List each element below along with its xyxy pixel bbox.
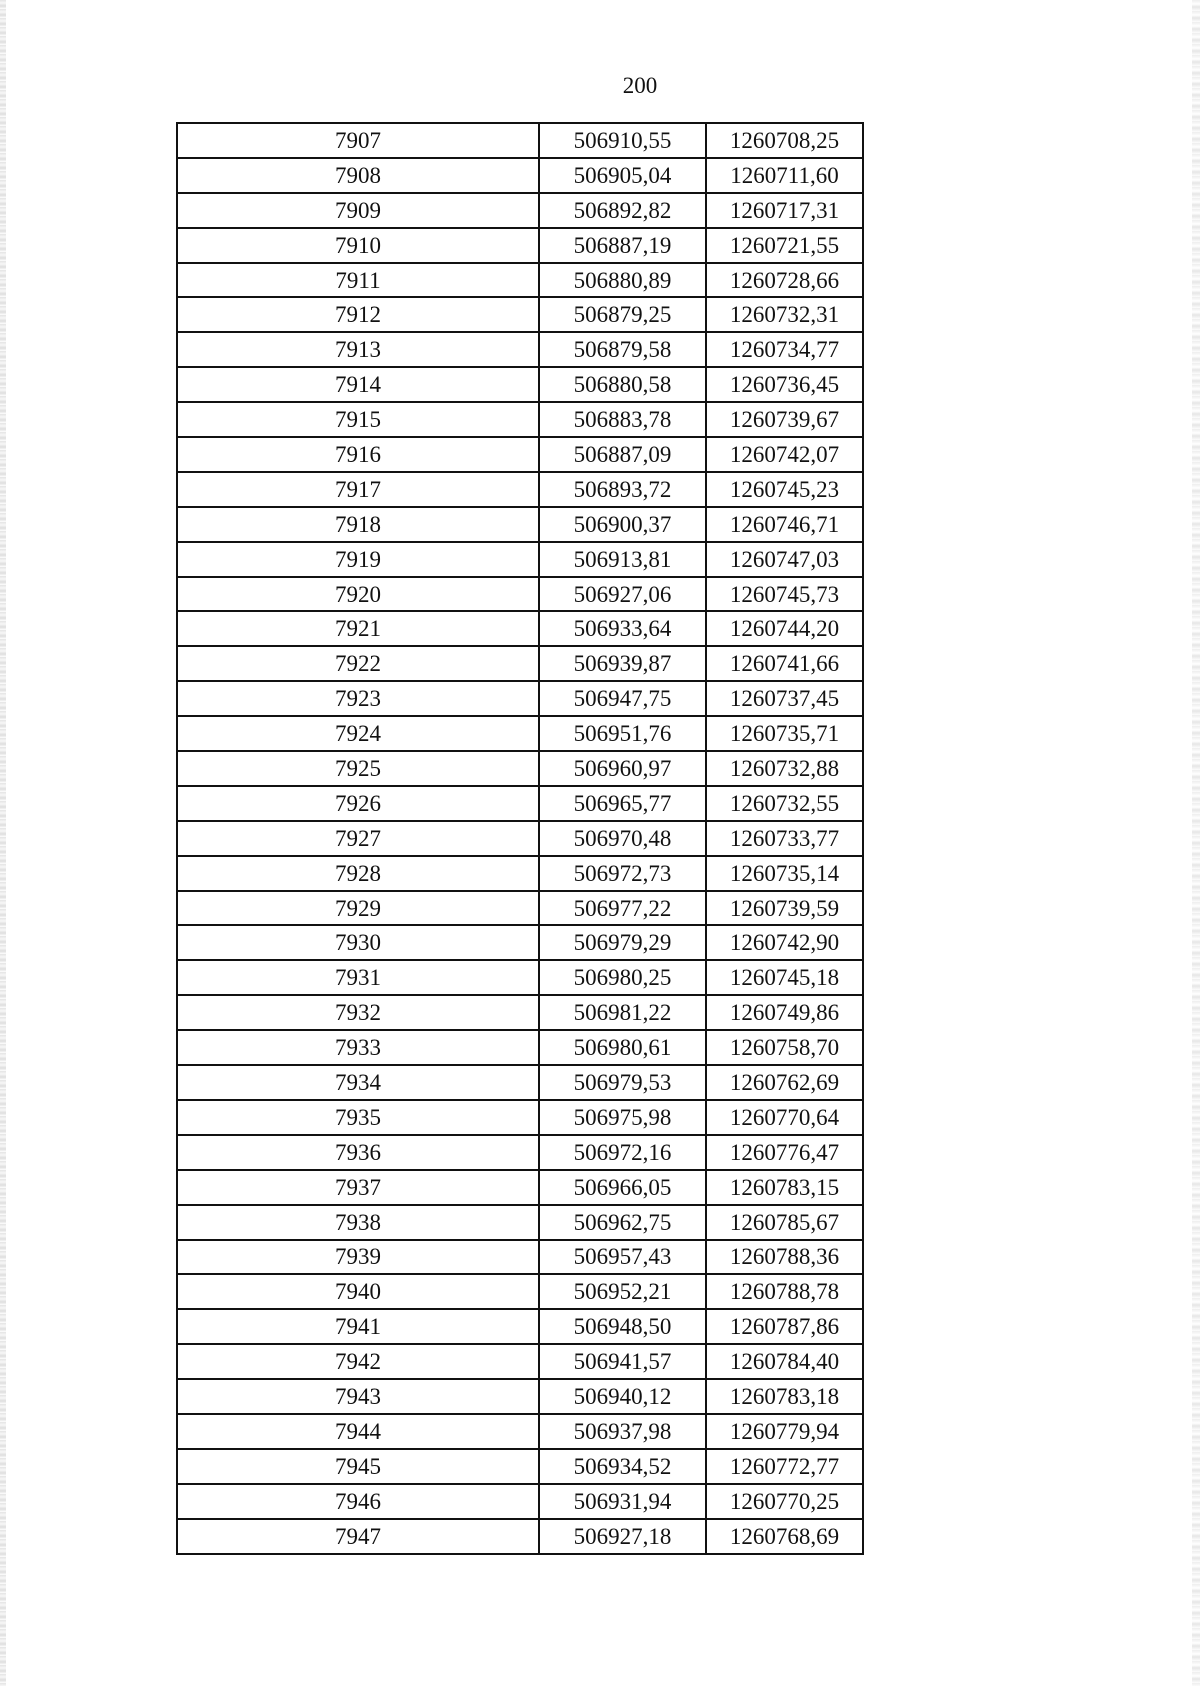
y-coordinate-cell: 1260747,03: [706, 542, 863, 577]
table-row: [177, 437, 863, 472]
table-row: [177, 1100, 863, 1135]
point-number-cell: 7940: [177, 1274, 539, 1309]
x-coordinate-cell: 506966,05: [539, 1170, 706, 1205]
point-number-cell: 7931: [177, 960, 539, 995]
point-number-cell: 7926: [177, 786, 539, 821]
table-row: [177, 228, 863, 263]
y-coordinate-cell: 1260745,23: [706, 472, 863, 507]
x-coordinate-cell: 506933,64: [539, 611, 706, 646]
point-number-cell: 7916: [177, 437, 539, 472]
x-coordinate-cell: 506951,76: [539, 716, 706, 751]
y-coordinate-cell: 1260770,64: [706, 1100, 863, 1135]
x-coordinate-cell: 506977,22: [539, 891, 706, 926]
table-row: [177, 646, 863, 681]
point-number-cell: 7939: [177, 1240, 539, 1275]
y-coordinate-cell: 1260721,55: [706, 228, 863, 263]
point-number-cell: 7919: [177, 542, 539, 577]
point-number-cell: 7917: [177, 472, 539, 507]
point-number-cell: 7909: [177, 193, 539, 228]
x-coordinate-cell: 506880,58: [539, 367, 706, 402]
x-coordinate-cell: 506931,94: [539, 1484, 706, 1519]
y-coordinate-cell: 1260736,45: [706, 367, 863, 402]
x-coordinate-cell: 506957,43: [539, 1240, 706, 1275]
point-number-cell: 7923: [177, 681, 539, 716]
y-coordinate-cell: 1260772,77: [706, 1449, 863, 1484]
x-coordinate-cell: 506948,50: [539, 1309, 706, 1344]
point-number-cell: 7936: [177, 1135, 539, 1170]
point-number-cell: 7947: [177, 1519, 539, 1554]
table-row: [177, 751, 863, 786]
x-coordinate-cell: 506883,78: [539, 402, 706, 437]
coordinates-table-body: [177, 123, 863, 1554]
table-row: [177, 1519, 863, 1554]
point-number-cell: 7946: [177, 1484, 539, 1519]
y-coordinate-cell: 1260742,07: [706, 437, 863, 472]
x-coordinate-cell: 506905,04: [539, 158, 706, 193]
table-row: [177, 472, 863, 507]
table-row: [177, 1484, 863, 1519]
y-coordinate-cell: 1260732,55: [706, 786, 863, 821]
table-row: [177, 1240, 863, 1275]
x-coordinate-cell: 506927,06: [539, 577, 706, 612]
y-coordinate-cell: 1260708,25: [706, 123, 863, 158]
y-coordinate-cell: 1260784,40: [706, 1344, 863, 1379]
x-coordinate-cell: 506880,89: [539, 263, 706, 298]
x-coordinate-cell: 506980,61: [539, 1030, 706, 1065]
point-number-cell: 7928: [177, 856, 539, 891]
point-number-cell: 7913: [177, 332, 539, 367]
y-coordinate-cell: 1260762,69: [706, 1065, 863, 1100]
y-coordinate-cell: 1260717,31: [706, 193, 863, 228]
x-coordinate-cell: 506979,29: [539, 925, 706, 960]
table-row: [177, 507, 863, 542]
table-row: [177, 891, 863, 926]
y-coordinate-cell: 1260745,73: [706, 577, 863, 612]
scan-edge-right: [1192, 0, 1200, 1686]
table-row: [177, 1309, 863, 1344]
table-row: [177, 193, 863, 228]
point-number-cell: 7934: [177, 1065, 539, 1100]
point-number-cell: 7920: [177, 577, 539, 612]
y-coordinate-cell: 1260734,77: [706, 332, 863, 367]
table-row: [177, 1449, 863, 1484]
x-coordinate-cell: 506952,21: [539, 1274, 706, 1309]
x-coordinate-cell: 506941,57: [539, 1344, 706, 1379]
x-coordinate-cell: 506940,12: [539, 1379, 706, 1414]
x-coordinate-cell: 506965,77: [539, 786, 706, 821]
table-row: [177, 1030, 863, 1065]
point-number-cell: 7922: [177, 646, 539, 681]
x-coordinate-cell: 506970,48: [539, 821, 706, 856]
table-row: [177, 542, 863, 577]
point-number-cell: 7915: [177, 402, 539, 437]
point-number-cell: 7944: [177, 1414, 539, 1449]
y-coordinate-cell: 1260746,71: [706, 507, 863, 542]
y-coordinate-cell: 1260768,69: [706, 1519, 863, 1554]
y-coordinate-cell: 1260770,25: [706, 1484, 863, 1519]
x-coordinate-cell: 506972,16: [539, 1135, 706, 1170]
point-number-cell: 7907: [177, 123, 539, 158]
y-coordinate-cell: 1260788,36: [706, 1240, 863, 1275]
table-row: [177, 925, 863, 960]
table-row: [177, 716, 863, 751]
table-row: [177, 1414, 863, 1449]
table-row: [177, 1170, 863, 1205]
table-row: [177, 821, 863, 856]
point-number-cell: 7924: [177, 716, 539, 751]
table-row: [177, 1205, 863, 1240]
table-row: [177, 1274, 863, 1309]
y-coordinate-cell: 1260737,45: [706, 681, 863, 716]
coordinates-table: [176, 122, 864, 1555]
x-coordinate-cell: 506879,58: [539, 332, 706, 367]
x-coordinate-cell: 506980,25: [539, 960, 706, 995]
y-coordinate-cell: 1260785,67: [706, 1205, 863, 1240]
y-coordinate-cell: 1260728,66: [706, 263, 863, 298]
x-coordinate-cell: 506910,55: [539, 123, 706, 158]
table-row: [177, 1135, 863, 1170]
table-row: [177, 367, 863, 402]
x-coordinate-cell: 506887,09: [539, 437, 706, 472]
point-number-cell: 7925: [177, 751, 539, 786]
point-number-cell: 7945: [177, 1449, 539, 1484]
y-coordinate-cell: 1260711,60: [706, 158, 863, 193]
table-row: [177, 332, 863, 367]
x-coordinate-cell: 506937,98: [539, 1414, 706, 1449]
point-number-cell: 7932: [177, 995, 539, 1030]
y-coordinate-cell: 1260732,31: [706, 297, 863, 332]
table-row: [177, 263, 863, 298]
point-number-cell: 7943: [177, 1379, 539, 1414]
point-number-cell: 7933: [177, 1030, 539, 1065]
x-coordinate-cell: 506913,81: [539, 542, 706, 577]
point-number-cell: 7942: [177, 1344, 539, 1379]
point-number-cell: 7912: [177, 297, 539, 332]
table-row: [177, 1065, 863, 1100]
y-coordinate-cell: 1260783,15: [706, 1170, 863, 1205]
x-coordinate-cell: 506893,72: [539, 472, 706, 507]
point-number-cell: 7921: [177, 611, 539, 646]
y-coordinate-cell: 1260739,59: [706, 891, 863, 926]
table-row: [177, 1379, 863, 1414]
point-number-cell: 7929: [177, 891, 539, 926]
y-coordinate-cell: 1260745,18: [706, 960, 863, 995]
y-coordinate-cell: 1260787,86: [706, 1309, 863, 1344]
point-number-cell: 7935: [177, 1100, 539, 1135]
table-row: [177, 960, 863, 995]
page-number: 200: [622, 73, 658, 98]
table-row: [177, 681, 863, 716]
point-number-cell: 7910: [177, 228, 539, 263]
y-coordinate-cell: 1260744,20: [706, 611, 863, 646]
y-coordinate-cell: 1260749,86: [706, 995, 863, 1030]
y-coordinate-cell: 1260783,18: [706, 1379, 863, 1414]
table-row: [177, 786, 863, 821]
point-number-cell: 7927: [177, 821, 539, 856]
point-number-cell: 7937: [177, 1170, 539, 1205]
x-coordinate-cell: 506975,98: [539, 1100, 706, 1135]
x-coordinate-cell: 506887,19: [539, 228, 706, 263]
point-number-cell: 7914: [177, 367, 539, 402]
table-row: [177, 297, 863, 332]
table-row: [177, 611, 863, 646]
point-number-cell: 7941: [177, 1309, 539, 1344]
table-row: [177, 856, 863, 891]
y-coordinate-cell: 1260735,14: [706, 856, 863, 891]
x-coordinate-cell: 506900,37: [539, 507, 706, 542]
point-number-cell: 7930: [177, 925, 539, 960]
y-coordinate-cell: 1260788,78: [706, 1274, 863, 1309]
table-row: [177, 995, 863, 1030]
point-number-cell: 7938: [177, 1205, 539, 1240]
y-coordinate-cell: 1260735,71: [706, 716, 863, 751]
x-coordinate-cell: 506979,53: [539, 1065, 706, 1100]
x-coordinate-cell: 506934,52: [539, 1449, 706, 1484]
x-coordinate-cell: 506927,18: [539, 1519, 706, 1554]
y-coordinate-cell: 1260742,90: [706, 925, 863, 960]
point-number-cell: 7908: [177, 158, 539, 193]
y-coordinate-cell: 1260779,94: [706, 1414, 863, 1449]
table-row: [177, 1344, 863, 1379]
y-coordinate-cell: 1260732,88: [706, 751, 863, 786]
y-coordinate-cell: 1260733,77: [706, 821, 863, 856]
table-row: [177, 402, 863, 437]
y-coordinate-cell: 1260741,66: [706, 646, 863, 681]
table-row: [177, 123, 863, 158]
x-coordinate-cell: 506962,75: [539, 1205, 706, 1240]
y-coordinate-cell: 1260758,70: [706, 1030, 863, 1065]
x-coordinate-cell: 506947,75: [539, 681, 706, 716]
x-coordinate-cell: 506972,73: [539, 856, 706, 891]
x-coordinate-cell: 506892,82: [539, 193, 706, 228]
point-number-cell: 7911: [177, 263, 539, 298]
x-coordinate-cell: 506981,22: [539, 995, 706, 1030]
y-coordinate-cell: 1260739,67: [706, 402, 863, 437]
scan-edge-left: [0, 0, 6, 1686]
x-coordinate-cell: 506939,87: [539, 646, 706, 681]
x-coordinate-cell: 506960,97: [539, 751, 706, 786]
table-row: [177, 577, 863, 612]
x-coordinate-cell: 506879,25: [539, 297, 706, 332]
point-number-cell: 7918: [177, 507, 539, 542]
table-row: [177, 158, 863, 193]
y-coordinate-cell: 1260776,47: [706, 1135, 863, 1170]
